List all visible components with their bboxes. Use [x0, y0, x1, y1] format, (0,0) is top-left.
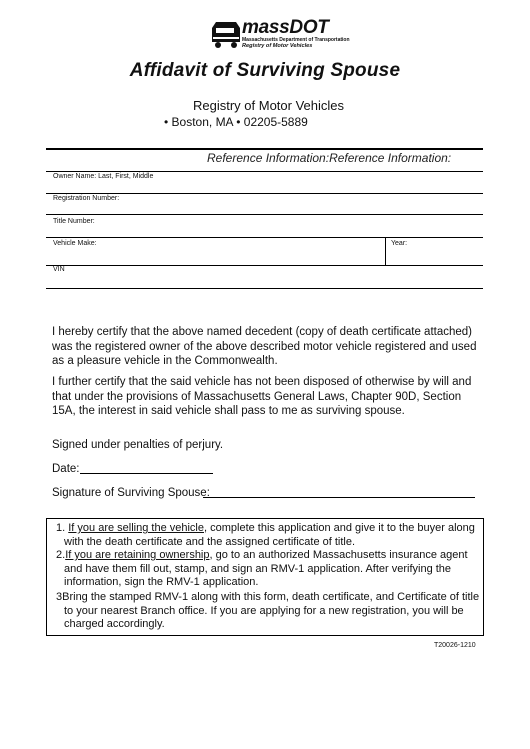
vehicle-make-field[interactable]: Vehicle Make: [53, 240, 97, 247]
form-number: T20026-1210 [434, 642, 476, 649]
instruction-3 [56, 591, 484, 632]
vehicle-logo-icon [210, 18, 242, 50]
year-field[interactable]: Year: [391, 240, 408, 247]
registration-number-field[interactable]: Registration Number: [53, 195, 120, 202]
instruction-3-text: Bring the stamped RMV-1 along with this form, death certificate, and Certificate of title to your nearest Branch office. If you are applying for a new registration, you will be charged accordingly. [62, 591, 480, 630]
form-column-divider [385, 237, 386, 265]
form-bottom-rule [46, 288, 483, 289]
logo-registry: Registry of Motor Vehicles [242, 43, 313, 49]
date-input[interactable] [80, 473, 213, 474]
certification-paragraph-2: I further certify that the said vehicle has not been disposed of otherwise by will and that under the provisions of Massachusetts General Laws, Chapter 90D, Section 15A, the interest in said vehicle shall pass to me as surviving spouse. [52, 376, 472, 417]
instruction-1-heading: If you are selling the vehicle [68, 522, 204, 534]
vin-field[interactable]: VIN [53, 266, 65, 273]
signature-label: Signature of Surviving Spouse: [52, 487, 210, 499]
page-title: Affidavit of Surviving Spouse [129, 60, 401, 81]
instruction-2-text: , go to an authorized Massachusetts insurance agent and have them fill out, stamp, and sign an RMV-1 application. After verifying the information, sign the RMV-1 application. [64, 549, 468, 588]
form-divider [46, 171, 483, 172]
owner-name-field[interactable]: Owner Name: Last, First, Middle [53, 173, 154, 180]
instruction-3-number: 3 [56, 591, 63, 603]
instruction-1 [56, 522, 484, 549]
form-divider [46, 193, 483, 194]
reference-header: Reference Information:Reference Information: [207, 151, 452, 165]
certification-paragraph-1: I hereby certify that the above named decedent (copy of death certificate attached) was the registered owner of the above described motor vehicle registered and used as a pleasure vehicle in the Commonwealth. [52, 326, 477, 367]
perjury-statement: Signed under penalties of perjury. [52, 439, 224, 451]
logo-department: Massachusetts Department of Transportation [242, 37, 350, 43]
instruction-2 [56, 549, 484, 590]
instruction-2-number: 2. [56, 549, 66, 561]
form-divider [46, 214, 483, 215]
date-label: Date: [52, 463, 80, 475]
form-divider [46, 265, 483, 266]
form-top-rule [46, 148, 483, 150]
agency-name: Registry of Motor Vehicles [193, 98, 345, 113]
instruction-2-heading: If you are retaining ownership [65, 549, 210, 561]
logo-wordmark: massDOT [242, 17, 329, 38]
massdot-logo [210, 16, 350, 52]
instruction-1-number: 1. [56, 522, 66, 534]
title-number-field[interactable]: Title Number: [53, 218, 95, 225]
agency-address: • Boston, MA • 02205-5889 [164, 115, 308, 129]
instruction-1-text: , complete this application and give it to the buyer along with the death certificate and the assigned certificate of title. [64, 522, 475, 548]
signature-input[interactable] [203, 497, 475, 498]
form-divider [46, 237, 483, 238]
